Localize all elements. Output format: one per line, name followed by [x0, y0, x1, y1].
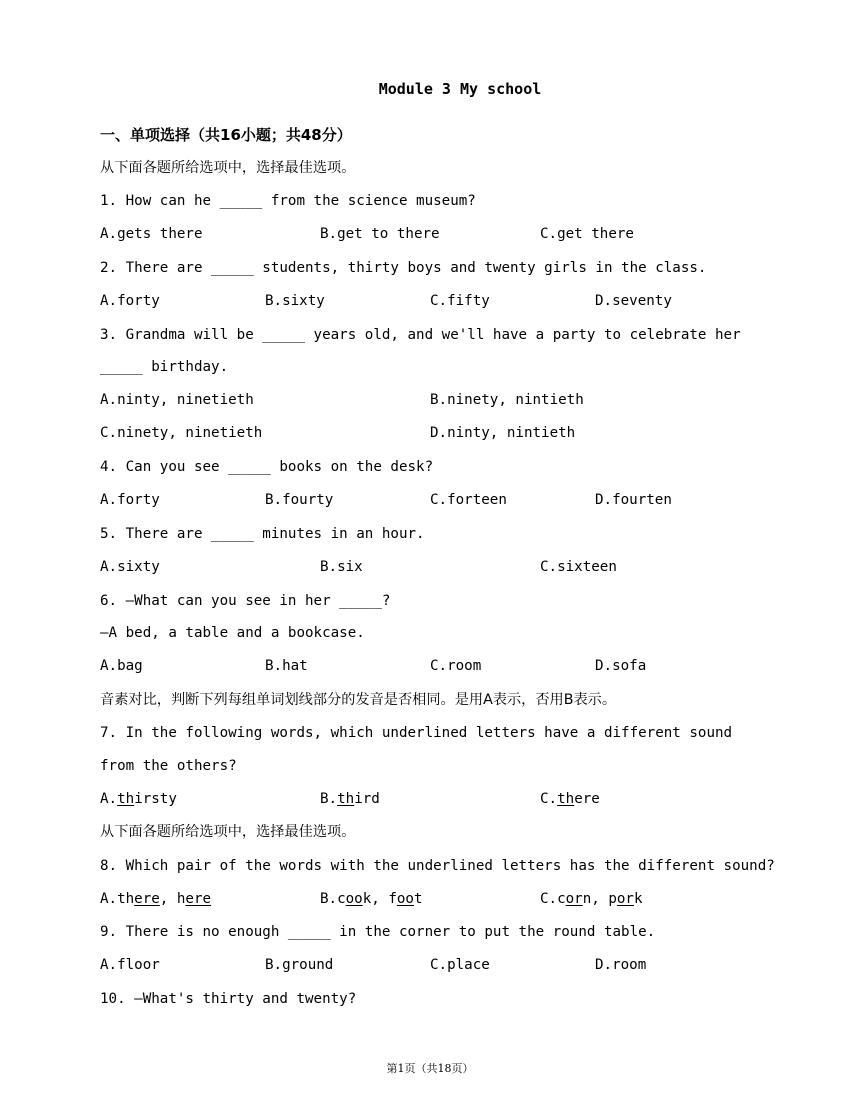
question-3-stem-line-1: 3. Grandma will be _____ years old, and we'll have a party to celebrate her: [100, 327, 741, 343]
question-1-stem: 1. How can he _____ from the science museum?: [100, 193, 476, 209]
instruction-3: 从下面各题所给选项中，选择最佳选项。: [100, 824, 356, 840]
question-3-stem-line-2: _____ birthday.: [100, 359, 229, 375]
question-9-option-b: B.ground: [265, 957, 334, 973]
question-4-stem: 4. Can you see _____ books on the desk?: [100, 459, 434, 475]
question-3-option-a: A.ninty, ninetieth: [100, 392, 254, 408]
question-4-option-a: A.forty: [100, 492, 160, 508]
question-9-option-a: A.floor: [100, 957, 160, 973]
section-heading: 一、单项选择（共16小题；共48分）: [100, 126, 352, 144]
question-7-stem-line-2: from the others?: [100, 758, 237, 774]
question-1-option-a: A.gets there: [100, 226, 203, 242]
question-4-option-c: C.forteen: [430, 492, 507, 508]
question-1-option-c: C.get there: [540, 226, 634, 242]
instruction-1: 从下面各题所给选项中，选择最佳选项。: [100, 160, 356, 176]
page-footer: 第1页（共18页）: [386, 1062, 474, 1075]
question-10-stem: 10. —What's thirty and twenty?: [100, 991, 357, 1007]
question-5-option-c: C.sixteen: [540, 559, 617, 575]
question-6-option-d: D.sofa: [595, 658, 647, 674]
question-8-stem: 8. Which pair of the words with the underlined letters has the different sound?: [100, 858, 775, 874]
question-6-stem-line-1: 6. —What can you see in her _____?: [100, 593, 391, 609]
question-2-option-a: A.forty: [100, 293, 160, 309]
page-title: Module 3 My school: [378, 80, 542, 98]
question-2-option-c: C.fifty: [430, 293, 490, 309]
question-6-option-c: C.room: [430, 658, 482, 674]
question-9-option-d: D.room: [595, 957, 647, 973]
question-8-option-a: A.there, here: [100, 891, 212, 907]
question-9-stem: 9. There is no enough _____ in the corner to put the round table.: [100, 924, 656, 940]
question-2-stem: 2. There are _____ students, thirty boys and twenty girls in the class.: [100, 260, 707, 276]
question-4-option-b: B.fourty: [265, 492, 334, 508]
question-5-option-a: A.sixty: [100, 559, 160, 575]
question-8-option-c: C.corn, pork: [540, 891, 643, 907]
question-7-option-c: C.there: [540, 791, 600, 807]
instruction-2: 音素对比，判断下列每组单词划线部分的发音是否相同。是用A表示，否用B表示。: [100, 692, 617, 708]
question-7-stem-line-1: 7. In the following words, which underlined letters have a different sound: [100, 725, 733, 741]
question-3-option-b: B.ninety, nintieth: [430, 392, 584, 408]
question-8-option-b: B.cook, foot: [320, 891, 423, 907]
question-5-stem: 5. There are _____ minutes in an hour.: [100, 526, 425, 542]
question-5-option-b: B.six: [320, 559, 363, 575]
question-2-option-d: D.seventy: [595, 293, 672, 309]
question-1-option-b: B.get to there: [320, 226, 440, 242]
question-6-stem-line-2: —A bed, a table and a bookcase.: [100, 625, 365, 641]
question-9-option-c: C.place: [430, 957, 490, 973]
question-7-option-a: A.thirsty: [100, 791, 177, 807]
question-3-option-d: D.ninty, nintieth: [430, 425, 576, 441]
question-2-option-b: B.sixty: [265, 293, 325, 309]
question-6-option-b: B.hat: [265, 658, 308, 674]
question-3-option-c: C.ninety, ninetieth: [100, 425, 263, 441]
question-4-option-d: D.fourten: [595, 492, 672, 508]
question-6-option-a: A.bag: [100, 658, 143, 674]
question-7-option-b: B.third: [320, 791, 380, 807]
